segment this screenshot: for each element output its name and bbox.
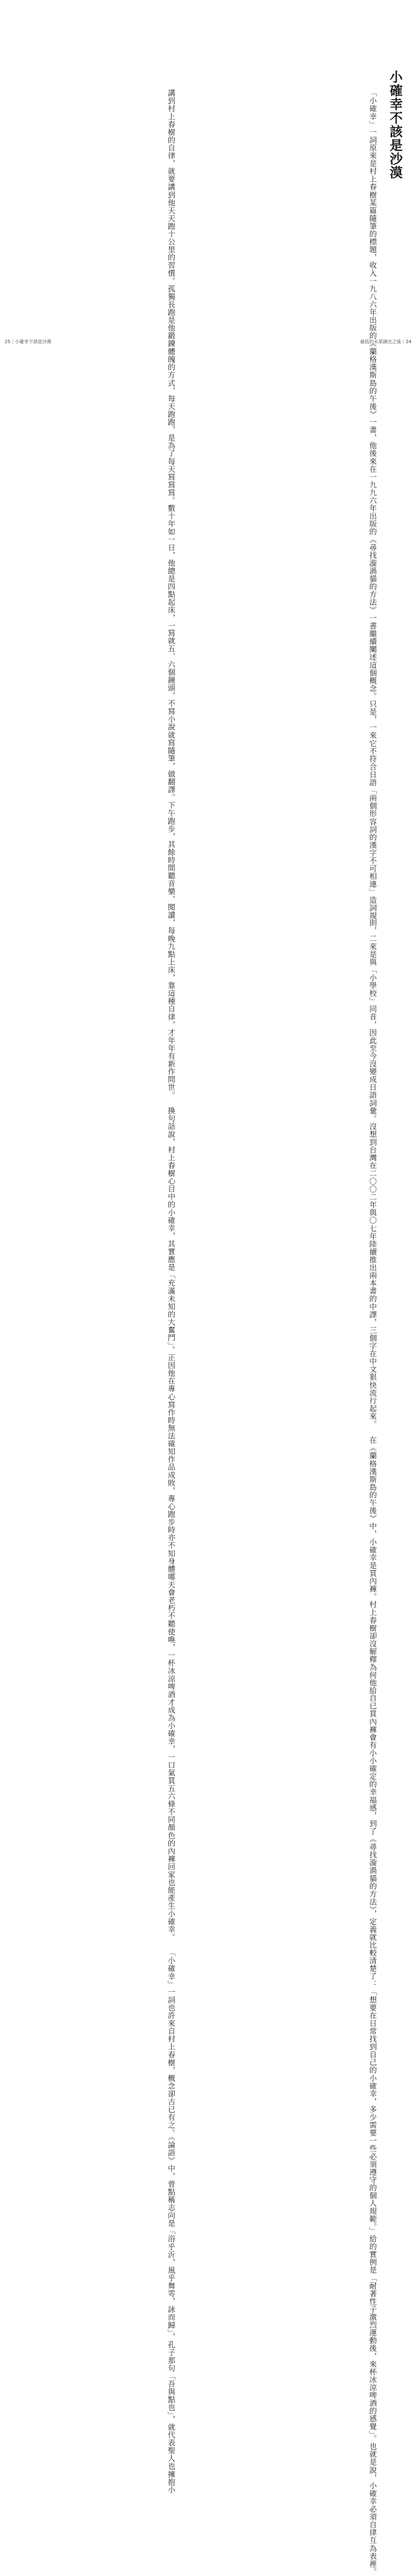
text-line: 「小確幸」一詞原來是村上春樹某篇隨筆的標題，收入一九八六年出版的《蘭 <box>369 89 378 355</box>
text-line: 寫就五、六個鐘頭，不寫小說就寫隨筆，做翻譯。下午跑步，其餘時間聽音樂、閱 <box>167 629 176 912</box>
right-page-text <box>216 81 378 2576</box>
text-line: 續闡述這個概念。只是，一來它不符合日語「兩個形容詞的漢字不可相連」造詞規 <box>369 637 378 920</box>
text-line: 魄的方式，每天跑跑，是為了每天寫寫寫。數十年如一日，他總是四點起床，一 <box>167 355 176 630</box>
footer-left-folio: 25｜小確幸不該是沙漠 <box>5 339 51 344</box>
text-line: 讀，每晚九點上床，靠這種自律，才年年有新作問世。 <box>167 911 176 1100</box>
text-line: 則，二來是與「小學校」同音，因此至今沒變成日語詞彙。沒想到台灣在二〇〇二 <box>369 919 378 1202</box>
text-line: 了：「想要在日常找到自己的小確幸，多少需要一些必須遵守的個人規範。」給的 <box>369 1972 378 2251</box>
text-line: 講到村上春樹的自律，就要講到他天天跑十公里的習慣。孤獨長跑是他鍛鍊體 <box>167 89 176 355</box>
text-line: 幸。 <box>167 1925 176 1942</box>
text-line: 他在專心寫作時無法確知作品成敗，專心跑步時亦不知身體哪天會老朽不聽使喚， <box>167 1369 176 1652</box>
text-line: 年與〇七年陸續推出兩本書的中譯，三個字在中文狠快流行起來。 <box>369 1201 378 1428</box>
text-line: 換句話說，村上春樹心目中的小確幸，其實應是「充滿未知的大奮鬥」。正因 <box>167 1107 176 1370</box>
text-line: 在《蘭格漢斯島的午後》中，小確幸是買內褲。村上春樹卻沒解釋為何他給 <box>369 1436 378 1695</box>
text-line: 一杯冰涼啤酒才成為小確幸，一口氣買五六條不同顏色的內褲回家也能產生小確 <box>167 1651 176 1926</box>
chapter-title: 小確幸不該是沙漠 <box>387 70 403 179</box>
footer-right-folio: 最低的水果摘完之後｜24 <box>360 339 411 344</box>
text-line: 自律互為表裡。 <box>369 2521 378 2576</box>
text-line: 格漢斯島的午後》一書，他後來在一九九六年出版的《尋找漩渦貓的方法》一書繼 <box>369 355 378 638</box>
text-line: 自已買內褲會有小小確定的幸福感，到了《尋找漩渦貓的方法》，定義就比較清楚 <box>369 1694 378 1973</box>
text-line: 實例是「耐著性子激烈運動後，來杯冰涼啤酒的感覺」。也就是說，小確幸必須 <box>369 2250 378 2521</box>
text-line: 是「浴乎沂，風乎舞雩，詠而歸」，孔子那句「吾與點也」，就代表聖人也擁抱小 <box>167 2219 176 2494</box>
text-line: 「小確幸」一詞也許來自村上春樹，概念卻古已有之。《論語》中，曾點稱志向 <box>167 1949 176 2220</box>
